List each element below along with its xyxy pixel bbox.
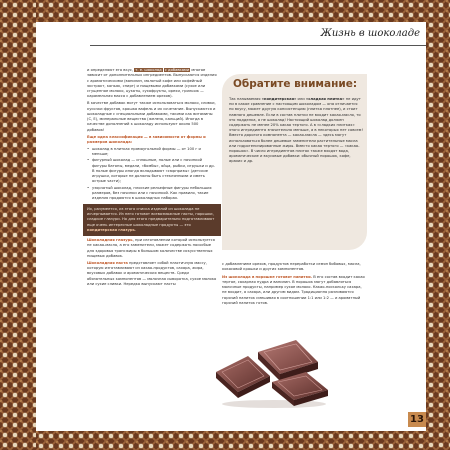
header-rule xyxy=(90,45,426,46)
highlight: т. е. шоколад xyxy=(135,68,162,72)
decorative-border-top xyxy=(36,0,426,22)
attention-text: Так называемая «кондитерская» или «сладкая плитка» не идут ни в какое сравнение с настоящим шоколадом — она отличается по вкусу, может другую консистенцию (плитка плотнее), и стоит намного дешевле. Если в состав плитки не входит какао-масло, то это подделка, а не шоколад! Настоящий шоколад должен содержать не менее 20% какао тертого. А в «сладких плитках» этого ингредиента значительно меньше, а в некоторых нет совсем! Вместо дорогого компонента — какао-масла — здесь могут использоваться более дешевые заменители растительные масла или гидрогенизированные жиры. Вместо какао тертого — «какао-порошок». В число ингредиентов плиток также входят вода, ароматические и вкусовые добавки: обычный порошок, кофе, арахис и др. xyxy=(229,97,363,164)
paragraph: с добавлением орехов, продуктов переработки семян бобовых, масла, кокосовой крошки и других компонентов. xyxy=(222,262,361,272)
subheading: Еще одна классификация — в зависимости от формы и размеров шоколада: xyxy=(87,134,206,144)
list-item: • фигурный шоколад — сплошные, полые или с начинкой фигуры батоны, медали, «бомбы», яйца, рыбки, игрушки и др. В полые фигуры иногда вкладывают «сюрпризы» (детские игрушки, которые не должны быть стеклянными и иметь острые части); xyxy=(87,158,217,184)
decorative-border-right xyxy=(426,0,450,450)
bullet-list xyxy=(87,147,217,202)
paragraph: Шоколадная паста представляет собой пластичную массу, которую изготавливают из какао-продуктов, сахара, жира, вкусовых добавок и ароматических веществ. Среди обязательных компонентов — молочная сыворотка, сухое молоко или сухие сливки. Нередко выпускают пасты xyxy=(87,260,217,286)
decorative-border-bottom xyxy=(36,431,426,450)
right-text-column xyxy=(222,262,367,308)
paragraph: Шоколадная глазурь, при изготовлении которой используется не какао-масло, а его заменители, может содержать пососбые для здоровья трансжиры в большом количестве искусственных пищевых добавок. xyxy=(87,238,215,258)
paragraph: Из шоколада в порошке готовят напитки. В его состав входит какао тертое, сахарная пудра и ванилин. В порошок могут добавляться молочные продукты, например сухое молоко. Какао-поскольку сахара, не входит, а сахара, или другим видам. Традиционно разливаются горячий напиток смешивая в соотношении 1:1 или 1:2 — и ароматный горячий напиток готов. xyxy=(222,274,365,306)
running-header: Жизнь в шоколаде xyxy=(320,28,420,39)
attention-title: Обратите внимание: xyxy=(233,78,358,90)
paragraph: В качестве добавок могут также использоваться молоко, сливки, кусочки фруктов, крошка вафель и их сочетание. Выпускаются и шоколадные с специальными добавками, такими как витамины (С, Е), минеральные вещества (железо, кальций). Иногда в качестве дополнений к шоколаду используют около 500 добавок! xyxy=(87,101,216,132)
left-text-column xyxy=(87,68,217,289)
highlight: с добавками xyxy=(164,68,190,72)
chocolate-pieces-image xyxy=(214,332,334,410)
page-number: 13 xyxy=(408,412,426,427)
decorative-border-left xyxy=(0,0,36,450)
highlight-box: Их, разумеется, из этого списка изделий из шоколада не исчерпывается. Из него готовят всевозможные пасты, порошки, сладкие глазури. Но для этого предварительно подготавливают еще очень интересные шоколадные продукты — это кондитерская глазурь. xyxy=(83,204,221,236)
list-item: • узорчатый шоколад, плоские рельефные фигуры небольших размеров, без начинки или с начинкой. Как правило, такие изделия продаются в шоколадных наборах. xyxy=(87,186,217,202)
paragraph: и определяют его вкус, т. е. шоколад с добавками многое зависит от дополнительных ингредиентов. Выпускаются изделия с ароматическими (ванилин, молотый кофе или кофейный экстракт, коньяк, спирт) и пищевыми добавками (сухое или сгущенное молоко, цукаты, сухофрукты, орехи, грильяж — карамельная масса с добавлением орехов). xyxy=(87,68,217,99)
list-item: • шоколад в плитках прямоугольной формы — от 100 г и меньше; xyxy=(87,147,217,158)
